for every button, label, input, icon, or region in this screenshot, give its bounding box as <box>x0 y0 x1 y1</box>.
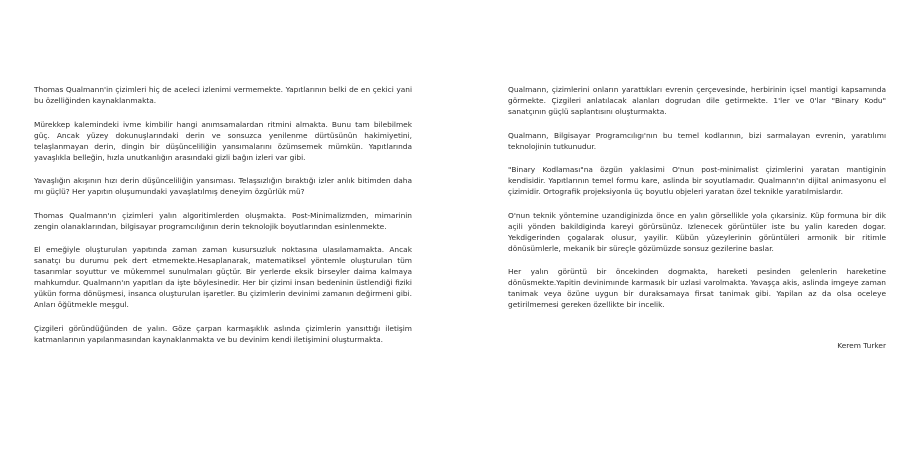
author-signature: Kerem Turker <box>837 341 886 350</box>
paragraph: Thomas Qualmann'in çizimleri hiç de aceleci izlenimi vermemekte. Yapıtlarının belki de en çekici yani bu özelliğinden kaynaklanmakta. <box>34 85 412 105</box>
paragraph: Çizgileri göründüğünden de yalın. Göze çarpan karmaşıklık aslında çizimlerin yansıttığı iletişim katmanlarının yapılanmasından kaynaklanmakta ve bu devinim kendi iletişimini oluşturmakta. <box>34 323 412 344</box>
paragraph: "Binary Kodlaması"na özgün yaklasimi O'nun post-minimalist çizimlerini yaratan mantiginin kendisidir. Yapıtlarının temel formu kare, aslinda bir soyutlamadır. Qualmann'ın dijital animasyonu el çizimidir. Ortografik projeksiyonla üç boyutlu objeleri yaratan özel teknikle yaratılmislardır. <box>508 165 886 196</box>
right-page-text <box>508 84 886 364</box>
paragraph: Thomas Qualmann'ın çizimleri yalın algoritimlerden oluşmakta. Post-Minimalizmden, mimarinin zengin olanaklarından, bilgisayar programcılığının derin teknolojik boyutlarından esinlenmekte. <box>34 210 412 231</box>
left-page-text <box>34 84 412 357</box>
paragraph: Qualmann, çizimlerini onların yarattıkları evrenin çerçevesinde, herbirinin içsel mantigi kapsamında görmekte. Çizgileri anlatılacak alanları dogrudan dile getirmekte. 1'ler ve 0'lar "Binary Kodu" sanatçının güçlü saplantısını oluşturmakta. <box>508 85 886 116</box>
paragraph: Her yalın görüntü bir öncekinden dogmakta, hareketi pesinden gelenlerin hareketine dönüsmekte.Yapitin devinimınde karmasık bir uzlasi varolmakta. Yavaşça akis, aslinda imgeye zaman tanimak veya özüne uygun bir duraksamaya firsat tanimak gibi. Yapilan az da olsa oceleye getirilmemesi gereken özellikte bir incelik. <box>508 267 886 309</box>
paragraph: El emeğiyle oluşturulan yapıtında zaman zaman kusursuzluk noktasına ulasılamamakta. Ancak sanatçı bu durumu pek dert etmemekte.Hesaplanarak, matematiksel yöntemle oluşturulan tüm tasarımlar soyuttur ve mükemmel sunulmaları güçtür. Bir yerlerde eksik birseyler daima kalmaya mahkumdur. Qualmann'ın yapıtları da işte böylesinedir. Her bir çizimi insan bedeninin üstlendiği fiziki yükün forma dönüşmesi, insanca oluşturulan işaretler. Bu çizimlerin devinimi zamanın değirmeni gibi. Anları öğütmekle meşgul. <box>34 245 412 309</box>
paragraph: Yavaşlığın akışının hızı derin düşünceliliğin yansıması. Telaşsızlığın bıraktığı izler anlık bitimden daha mı güçlü? Her yapıtın oluşumundaki yavaşlatılmış deneyim özgürlük mü? <box>34 176 412 196</box>
paragraph: Qualmann, Bilgisayar Programcılıgı'nın bu temel kodlarının, bizi sarmalayan evrenin, yaratılımı teknolojinin tutkunudur. <box>508 130 886 151</box>
paragraph: Mürekkep kalemindeki ivme kimbilir hangi anımsamalardan ritmini almakta. Bunu tam bilebilmek güç. Ancak yüzey dokunuşlarındaki derin ve sonsuzca yenilenme dürtüsünün hakimiyetini, telaşlanmayan derin, dingin bir düşünceliliğin yansımalarını özümsemek mümkün. Yapıtlarında yavaşlıkla belleğin, hızla unutkanlığın arasındaki gizli bağın izleri var gibi. <box>34 119 412 162</box>
paragraph: O'nun teknik yöntemine uzandiginizda önce en yalın görsellikle yola çıkarsiniz. Küp formuna bir dik açili yönden bakildiginda kareyi görürsünüz. Izlenecek görüntüler iste bu yalin kareden dogar. Yekdigerinden çogalarak olusur, yayilir. Kübün yüzeylerinin görüntüleri armonik bir ritimle dönüsümlerle, mekanik bir süreçle gözümüzde sonsuz gezilerine baslar. <box>508 210 886 253</box>
